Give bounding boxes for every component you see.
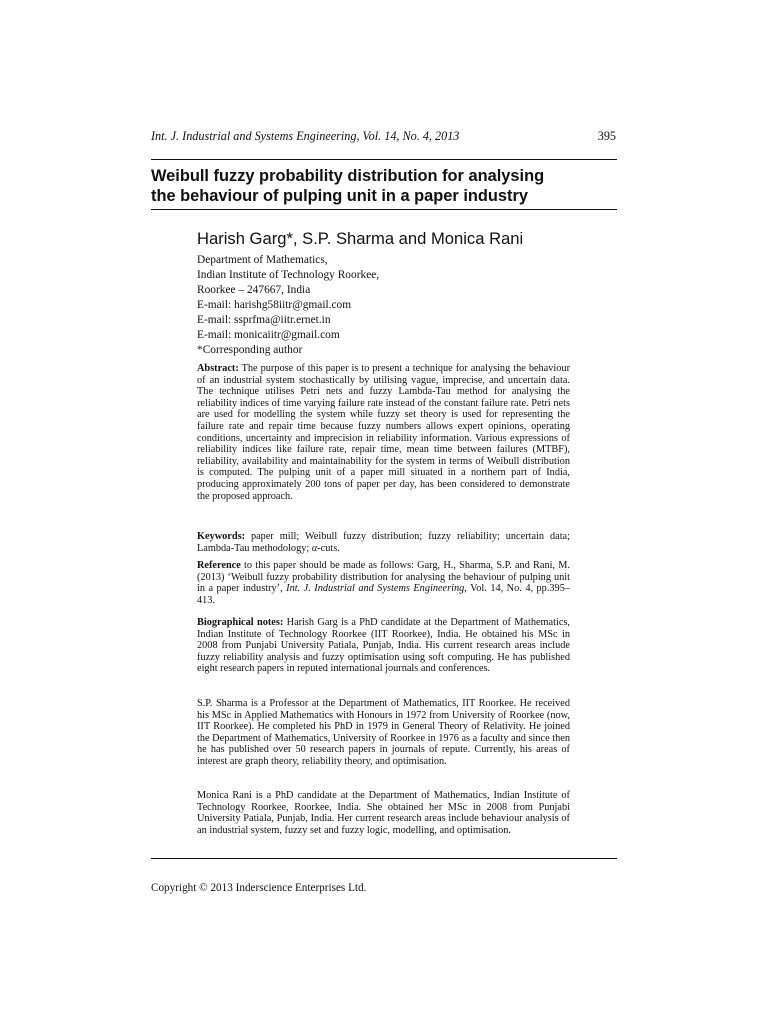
paper-title bbox=[151, 166, 621, 206]
alpha-symbol: α bbox=[311, 542, 318, 554]
title-bottom-rule bbox=[151, 209, 617, 210]
bio-sharma: S.P. Sharma is a Professor at the Department of Mathematics, IIT Roorkee. He received his MSc in Applied Mathematics with Honours in 1972 from University of Roorkee (now, IIT Roorkee). He completed his PhD in 1979 in General Theory of Relativity. He joined the Department of Mathematics, University of Roorkee in 1976 as a faculty and since then he has published over 50 research papers in journals of repute. Currently, his areas of interest are graph theory, reliability theory, and optimisation. bbox=[197, 698, 570, 767]
keywords-text: paper mill; Weibull fuzzy distribution; fuzzy reliability; uncertain data; Lambda-Tau methodology; bbox=[197, 531, 570, 554]
email-sharma: E-mail: ssprfma@iitr.ernet.in bbox=[197, 314, 331, 326]
keywords bbox=[197, 531, 570, 554]
corresponding-author-note: *Corresponding author bbox=[197, 344, 303, 356]
keywords-label: Keywords: bbox=[197, 531, 246, 542]
reference-text-2: , Vol. 14, No. 4, pp.395–413. bbox=[197, 583, 570, 606]
author-list: Harish Garg*, S.P. Sharma and Monica Rani bbox=[197, 229, 524, 248]
abstract-label: Abstract: bbox=[197, 363, 239, 374]
bio-garg bbox=[197, 617, 570, 675]
affiliation-block bbox=[197, 253, 577, 358]
affiliation-department: Department of Mathematics, bbox=[197, 254, 328, 266]
footer-rule bbox=[151, 858, 617, 859]
copyright-notice: Copyright © 2013 Inderscience Enterprises Ltd. bbox=[151, 882, 367, 894]
abstract bbox=[197, 363, 570, 502]
bio-label: Biographical notes: bbox=[197, 617, 284, 628]
reference-citation bbox=[197, 560, 570, 606]
reference-text-1: to this paper should be made as follows: Garg, H., Sharma, S.P. and Rani, M. (2013) ‘Weibull fuzzy probability distribution for analysing the behaviour of pulping unit in a paper industry’, bbox=[197, 560, 570, 595]
journal-citation-header: Int. J. Industrial and Systems Engineering, Vol. 14, No. 4, 2013 bbox=[151, 129, 460, 143]
reference-label: Reference bbox=[197, 560, 241, 571]
email-rani: E-mail: monicaiitr@gmail.com bbox=[197, 329, 340, 341]
reference-journal: Int. J. Industrial and Systems Engineering bbox=[286, 583, 465, 595]
paper-title-line-2: the behaviour of pulping unit in a paper industry bbox=[151, 187, 528, 205]
abstract-text: The purpose of this paper is to present a technique for analysing the behaviour of an industrial system stochastically by utilising vague, imprecise, and uncertain data. The technique utilises Petri nets and fuzzy Lambda-Tau method for analysing the reliability indices of time varying failure rate instead of the constant failure rate. Petri nets are used for modelling the system while fuzzy set theory is used for representing the failure rate and repair time because fuzzy numbers allows expert opinions, operating conditions, uncertainty and imprecision in reliability information. Various expressions of reliability indices like failure rate, repair time, mean time between failures (MTBF), reliability, availability and maintainability for the system in terms of Weibull distribution is computed. The pulping unit of a paper mill situated in a northern part of India, producing approximately 200 tons of paper per day, has been considered to demonstrate the proposed approach. bbox=[197, 363, 570, 502]
affiliation-institute: Indian Institute of Technology Roorkee, bbox=[197, 269, 380, 281]
bio-garg-text: Harish Garg is a PhD candidate at the Department of Mathematics, Indian Institute of Technology Roorkee (IIT Roorkee), India. He obtained his MSc in 2008 from Punjabi University Patiala, Punjab, India. His current research areas include fuzzy reliability analysis and fuzzy optimisation using soft computing. He has published eight research papers in reputed international journals and conferences. bbox=[197, 617, 571, 675]
affiliation-address: Roorkee – 247667, India bbox=[197, 284, 311, 296]
email-garg: E-mail: harishg58iitr@gmail.com bbox=[197, 299, 352, 311]
page-number: 395 bbox=[597, 129, 616, 143]
paper-title-line-1: Weibull fuzzy probability distribution for analysing bbox=[151, 167, 545, 185]
bio-rani: Monica Rani is a PhD candidate at the Department of Mathematics, Indian Institute of Technology Roorkee, Roorkee, India. She obtained her MSc in 2008 from Punjabi University Patiala, Punjab, India. Her current research areas include behaviour analysis of an industrial system, fuzzy set and fuzzy logic, modelling, and optimisation. bbox=[197, 790, 570, 836]
keywords-tail: -cuts. bbox=[317, 542, 340, 554]
title-top-rule bbox=[151, 159, 617, 160]
